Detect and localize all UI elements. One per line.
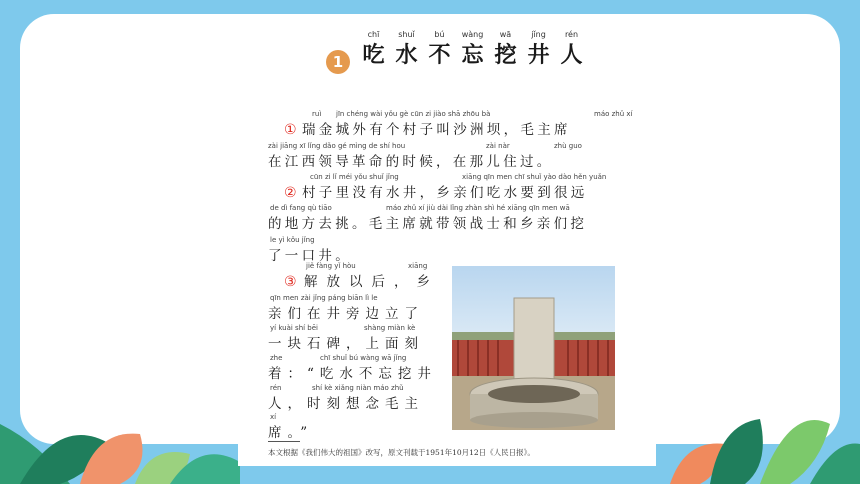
pinyin-row [268, 354, 437, 366]
title-hanzi: 井 [527, 42, 550, 68]
pinyin-group: de dì fang qù tiāo [270, 204, 332, 212]
hanzi-row: 的地方去挑。毛主席就带领战士和乡亲们挖 [268, 216, 588, 232]
footnote-divider [268, 441, 300, 442]
pinyin-group: zhe [270, 354, 283, 362]
title-hanzi: 人 [560, 42, 583, 68]
text-line [268, 413, 313, 441]
pinyin-group: le yì kǒu jǐng [270, 236, 315, 244]
title-hanzi: 不 [428, 42, 451, 68]
pinyin-row [268, 294, 424, 306]
hanzi-row: 解放以后，乡 [304, 274, 439, 290]
title-char [426, 28, 453, 69]
well-opening [488, 385, 580, 403]
pinyin-group: zài jiāng xī lǐng dǎo gé mìng de shí hou [268, 142, 406, 150]
pinyin-group: máo zhǔ xí [594, 110, 633, 118]
hanzi-row: 一块石碑，上面刻 [268, 336, 424, 352]
title-char [492, 28, 519, 69]
pinyin-row [268, 142, 582, 154]
title-pinyin: wā [499, 30, 512, 39]
decorative-leaves-left [0, 384, 240, 484]
hanzi-row: 亲们在井旁边立了 [268, 306, 424, 322]
title-pinyin: shuǐ [398, 30, 415, 39]
source-footnote: 本文根据《我们伟大的祖国》改写，原文刊载于1951年10月12日《人民日报》。 [268, 448, 535, 457]
pinyin-group: xiāng qīn men chī shuǐ yào dào hěn yuǎn [462, 173, 607, 181]
pinyin-row [268, 413, 313, 425]
text-line [268, 204, 587, 232]
text-line [268, 354, 437, 382]
title-pinyin: jǐng [531, 30, 546, 39]
title-char [525, 28, 552, 69]
title-pinyin: bú [434, 30, 445, 39]
pinyin-group: xí [270, 413, 277, 421]
textbook-page [238, 14, 656, 466]
title-hanzi: 忘 [461, 42, 484, 68]
hanzi-row: 村子里没有水井，乡亲们吃水要到很远 [302, 185, 588, 201]
pinyin-row [304, 262, 439, 274]
text-line [302, 173, 607, 201]
hanzi-row: 人，时刻想念毛主 [268, 396, 424, 412]
pinyin-group: shí kè xiǎng niàn máo zhǔ [312, 384, 404, 392]
hanzi-row: 了一口井。 [268, 248, 352, 264]
title-hanzi: 挖 [494, 42, 517, 68]
hanzi-row: 在江西领导革命的时候，在那儿住过。 [268, 154, 554, 170]
pinyin-row [302, 110, 633, 122]
hanzi-row: 着：“吃水不忘挖井 [268, 366, 437, 382]
pinyin-row [268, 384, 424, 396]
pinyin-group: xiāng [408, 262, 428, 270]
title-characters [360, 28, 585, 69]
hanzi-row: 席。” [268, 425, 314, 441]
title-char [393, 28, 420, 69]
text-line [302, 110, 633, 138]
title-char [360, 28, 387, 69]
well-bottom [470, 412, 598, 428]
stone-tablet [514, 298, 554, 390]
paragraph-marker-2: ② [284, 185, 297, 201]
pinyin-group: chī shuǐ bú wàng wā jǐng [320, 354, 407, 362]
text-line [304, 262, 439, 290]
text-line [268, 236, 352, 264]
pinyin-group: jiě fàng yǐ hòu [306, 262, 356, 270]
text-line [268, 294, 424, 322]
pinyin-group: máo zhǔ xí jiù dài lǐng zhàn shì hé xiāng qīn men wā [386, 204, 570, 212]
text-line [268, 142, 582, 170]
pinyin-group: jīn chéng wài yǒu gè cūn zi jiào shā zhōu bà [336, 110, 491, 118]
paragraph-marker-1: ① [284, 122, 297, 138]
pinyin-row [268, 204, 587, 216]
pinyin-group: zhù guo [554, 142, 582, 150]
paragraph-marker-3: ③ [284, 274, 297, 290]
pinyin-row [268, 324, 424, 336]
title-hanzi: 水 [395, 42, 418, 68]
well-photo [452, 266, 615, 430]
pinyin-group: yí kuài shí bēi [270, 324, 318, 332]
title-pinyin: rén [564, 30, 579, 39]
pinyin-group: rén [270, 384, 282, 392]
pinyin-group: qīn men zài jǐng páng biān lì le [270, 294, 378, 302]
pinyin-group: zài nàr [486, 142, 510, 150]
pinyin-group: cūn zi lǐ méi yǒu shuǐ jǐng [310, 173, 399, 181]
hanzi-row: 瑞金城外有个村子叫沙洲坝，毛主席 [302, 122, 571, 138]
lesson-number-badge: 1 [326, 50, 350, 74]
pinyin-group: ruì [312, 110, 322, 118]
title-hanzi: 吃 [362, 42, 385, 68]
well-illustration [452, 266, 615, 430]
pinyin-group: shàng miàn kè [364, 324, 416, 332]
title-pinyin: chī [367, 30, 380, 39]
title-char [558, 28, 585, 69]
text-line [268, 324, 424, 352]
title-pinyin: wàng [461, 30, 484, 39]
pinyin-row [302, 173, 607, 185]
title-char [459, 28, 486, 69]
text-line [268, 384, 424, 412]
decorative-leaves-right [640, 384, 860, 484]
pinyin-row [268, 236, 352, 248]
